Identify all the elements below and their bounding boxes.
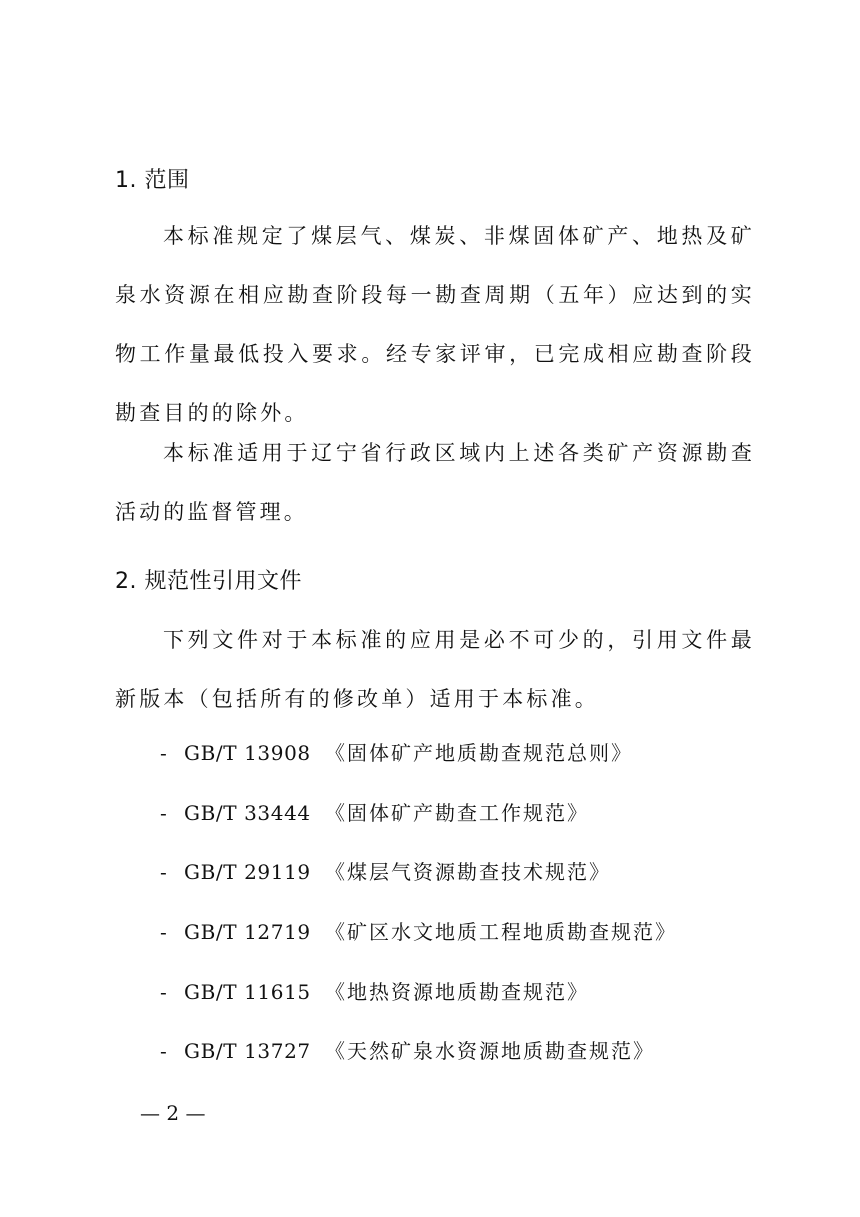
reference-item	[160, 974, 677, 1034]
reference-code: GB/T 29119	[184, 860, 311, 885]
scope-paragraph-2: 本标准适用于辽宁省行政区域内上述各类矿产资源勘查活动的监督管理。	[115, 441, 755, 524]
list-dash: -	[160, 741, 167, 765]
reference-title: 《固体矿产勘查工作规范》	[325, 800, 589, 825]
reference-title: 《天然矿泉水资源地质勘查规范》	[325, 1039, 655, 1064]
reference-code: GB/T 13908	[184, 741, 311, 765]
reference-title: 《固体矿产地质勘查规范总则》	[325, 741, 633, 765]
reference-item	[160, 854, 677, 914]
list-dash: -	[160, 1039, 167, 1064]
reference-item	[160, 1033, 677, 1093]
list-dash: -	[160, 800, 167, 825]
list-dash: -	[160, 860, 167, 885]
reference-code: GB/T 13727	[184, 1039, 311, 1064]
reference-item	[160, 914, 677, 974]
reference-list	[160, 735, 677, 1093]
reference-title: 《矿区水文地质工程地质勘查规范》	[325, 920, 677, 945]
page-number: — 2 —	[140, 1101, 206, 1125]
references-intro-paragraph: 下列文件对于本标准的应用是必不可少的，引用文件最新版本（包括所有的修改单）适用于本标准。	[115, 628, 755, 711]
reference-code: GB/T 33444	[184, 800, 311, 825]
section-heading-normative-references: 2. 规范性引用文件	[115, 569, 302, 594]
reference-item	[160, 735, 677, 795]
reference-code: GB/T 11615	[184, 979, 311, 1004]
reference-code: GB/T 12719	[184, 920, 311, 945]
list-dash: -	[160, 920, 167, 945]
section-heading-scope: 1. 范围	[115, 168, 190, 193]
list-dash: -	[160, 979, 167, 1004]
scope-paragraph-1: 本标准规定了煤层气、煤炭、非煤固体矿产、地热及矿泉水资源在相应勘查阶段每一勘查周期（五年）应达到的实物工作量最低投入要求。经专家评审，已完成相应勘查阶段勘查目的的除外。	[115, 224, 755, 425]
reference-title: 《煤层气资源勘查技术规范》	[325, 860, 611, 885]
reference-item	[160, 795, 677, 855]
reference-title: 《地热资源地质勘查规范》	[325, 979, 589, 1004]
